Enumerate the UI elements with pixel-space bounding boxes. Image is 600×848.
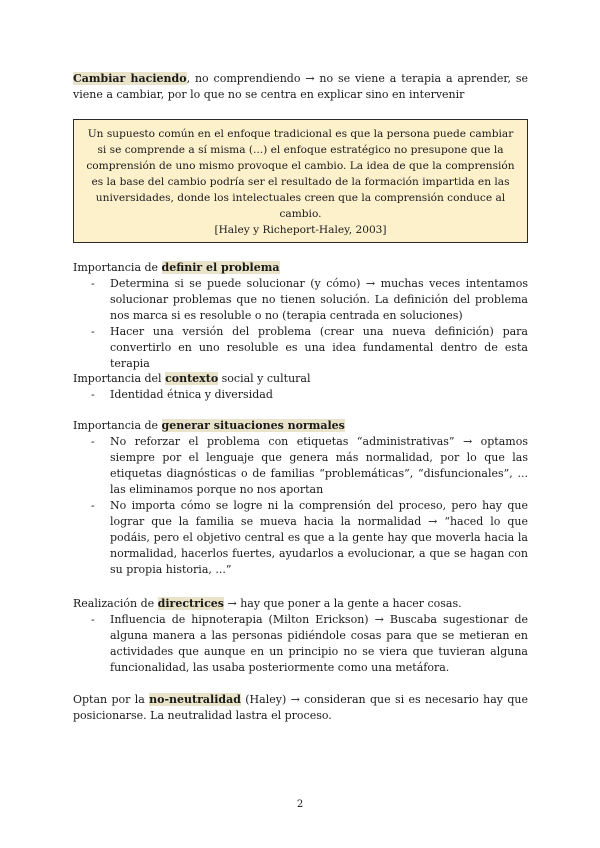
intro-paragraph xyxy=(73,71,528,103)
quote-text: Un supuesto común en el enfoque tradicional es que la persona puede cambiar si se comprende a sí misma (...) el enfoque estratégico no presupone que la comprensión de uno mismo provoque el cambio. La idea de que la comprensión es la base del cambio podría ser el resultado de la formación impartida en las universidades, donde los intelectuales creen que la comprensión conduce al cambio. xyxy=(86,128,515,220)
list-item: - No importa cómo se logre ni la comprensión del proceso, pero hay que lograr que la familia se mueva hacia la normalidad → “haced lo que podáis, pero el objetivo central es que a la gente hay que moverla hacia la normalidad, hacerlos fuertes, ayudarlos a evolucionar, a que se hagan con su propia historia, ...” xyxy=(73,498,528,578)
bullet-list xyxy=(73,612,528,676)
section-heading: Importancia de definir el problema xyxy=(73,261,280,274)
quote-citation: [Haley y Richeport-Haley, 2003] xyxy=(214,224,387,236)
section-term: directrices xyxy=(157,597,224,610)
section-define-problem xyxy=(73,260,528,372)
section-normal-situations xyxy=(73,418,528,578)
bullet-list xyxy=(73,276,528,372)
quote-callout xyxy=(73,119,528,243)
list-item: - Influencia de hipnoterapia (Milton Erickson) → Buscaba sugestionar de alguna manera a las personas pidiéndole cosas para que se metieran en actividades que aunque en un principio no se viera que tuvieran alguna funcionalidad, las usaba posteriormente como una metáfora. xyxy=(73,612,528,676)
section-heading: Importancia del contexto social y cultural xyxy=(73,372,311,385)
intro-term: Cambiar haciendo xyxy=(73,72,187,85)
bullet-list xyxy=(73,434,528,578)
section-heading: Realización de directrices → hay que poner a la gente a hacer cosas. xyxy=(73,597,462,610)
section-term: generar situaciones normales xyxy=(161,419,345,432)
section-heading: Importancia de generar situaciones normales xyxy=(73,419,345,432)
list-item: - No reforzar el problema con etiquetas “administrativas” → optamos siempre por el lenguaje que genera más normalidad, por lo que las etiquetas diagnósticas o de familias “problemáticas”, “disfuncionales”, ... las eliminamos porque no nos aportan xyxy=(73,434,528,498)
closing-paragraph: Optan por la no-neutralidad (Haley) → consideran que si es necesario hay que posicionarse. La neutralidad lastra el proceso. xyxy=(73,693,528,722)
list-item: - Hacer una versión del problema (crear una nueva definición) para convertirlo en uno resoluble es una idea fundamental dentro de esta terapia xyxy=(73,324,528,372)
list-item: - Determina si se puede solucionar (y cómo) → muchas veces intentamos solucionar problemas que no tienen solución. La definición del problema nos marca si es resoluble o no (terapia centrada en soluciones) xyxy=(73,276,528,324)
page-number: 2 xyxy=(296,799,304,810)
intro-text: , no comprendiendo → no se viene a terapia a aprender, se viene a cambiar, por lo que no se centra en explicar sino en intervenir xyxy=(73,72,528,101)
section-term: contexto xyxy=(165,372,219,385)
closing-term: no-neutralidad xyxy=(149,693,241,706)
list-item: - Identidad étnica y diversidad xyxy=(73,387,528,403)
section-term: definir el problema xyxy=(161,261,280,274)
bullet-list xyxy=(73,387,528,403)
section-directives xyxy=(73,596,528,676)
section-context xyxy=(73,371,528,403)
